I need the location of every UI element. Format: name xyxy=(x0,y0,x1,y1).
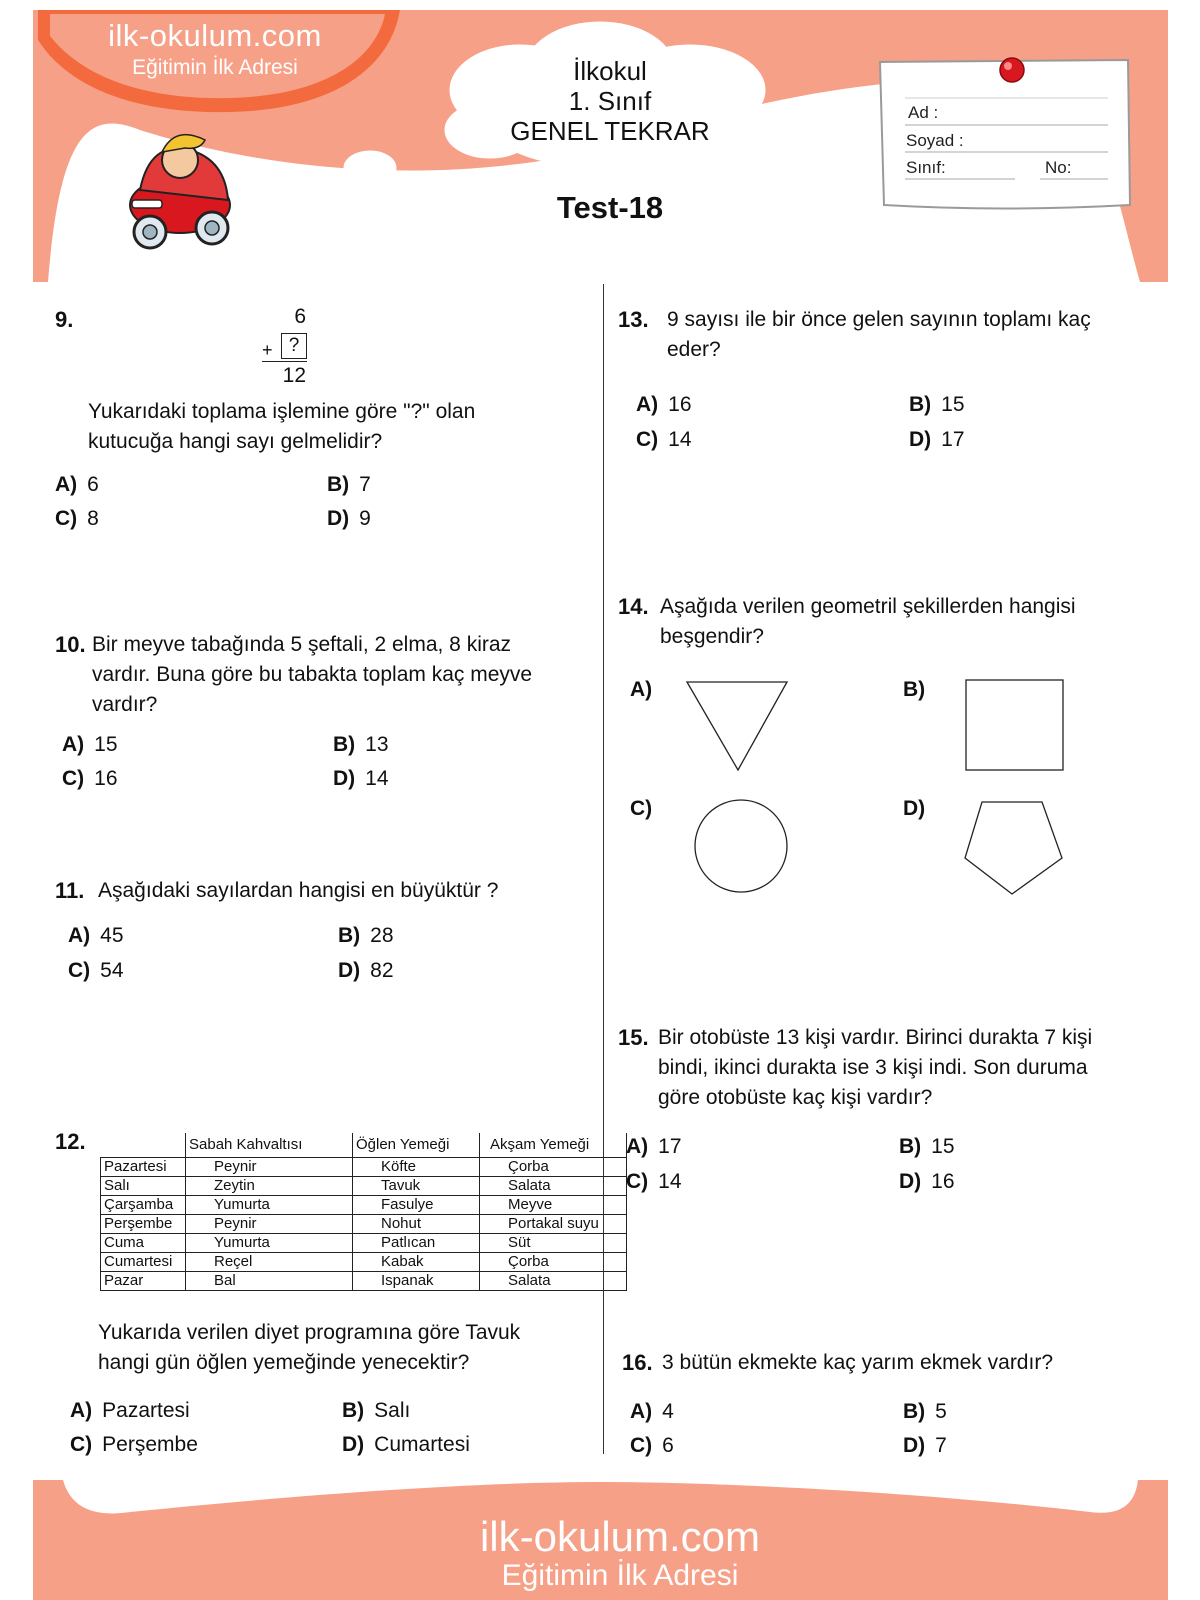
q13-option-d[interactable]: D) 17 xyxy=(909,428,965,451)
test-topic: GENEL TEKRAR xyxy=(510,116,710,146)
q14-option-a[interactable]: A) xyxy=(630,678,653,701)
q11-number: 11. xyxy=(55,878,85,903)
table-row xyxy=(101,1177,627,1196)
q13-option-b[interactable]: B) 15 xyxy=(909,393,965,416)
circle-shape[interactable] xyxy=(695,800,787,892)
q9-sum-line xyxy=(262,361,307,362)
q13-number: 13. xyxy=(618,307,649,332)
q10-option-a[interactable]: A) 15 xyxy=(62,733,118,756)
table-cell: Yumurta xyxy=(186,1196,353,1215)
class-label: Sınıf: xyxy=(906,158,946,177)
q12-option-a[interactable]: A) Pazartesi xyxy=(70,1399,190,1422)
pushpin-icon xyxy=(1000,58,1024,82)
q12-option-d[interactable]: D) Cumartesi xyxy=(342,1433,470,1456)
table-cell: Salata xyxy=(480,1272,627,1291)
table-cell: Süt xyxy=(480,1234,627,1253)
q15-option-a[interactable]: A) 17 xyxy=(626,1135,682,1158)
q9-sum: 12 xyxy=(282,364,306,387)
table-cell: Tavuk xyxy=(353,1177,480,1196)
table-cell: Cuma xyxy=(101,1234,186,1253)
q9-option-c[interactable]: C) 8 xyxy=(55,507,99,530)
q15-option-c[interactable]: C) 14 xyxy=(626,1170,682,1193)
footer-site-name: ilk-okulum.com xyxy=(479,1513,761,1560)
surname-label: Soyad : xyxy=(906,131,964,150)
table-row xyxy=(101,1272,627,1291)
table-cell: Nohut xyxy=(353,1215,480,1234)
table-cell: Portakal suyu xyxy=(480,1215,627,1234)
table-cell: Kabak xyxy=(353,1253,480,1272)
table-cell: Köfte xyxy=(353,1158,480,1177)
table-cell: Peynir xyxy=(186,1215,353,1234)
q15-number: 15. xyxy=(618,1025,649,1050)
table-cell: Perşembe xyxy=(101,1215,186,1234)
q11-option-c[interactable]: C) 54 xyxy=(68,959,124,982)
q14-shapes xyxy=(600,660,1080,910)
q9-plus-sign: + xyxy=(262,340,273,360)
number-label: No: xyxy=(1045,158,1072,177)
q13-option-c[interactable]: C) 14 xyxy=(636,428,692,451)
table-cell: Patlıcan xyxy=(353,1234,480,1253)
name-label: Ad : xyxy=(908,103,939,122)
q12-option-c[interactable]: C) Perşembe xyxy=(70,1433,198,1456)
pentagon-shape[interactable] xyxy=(965,802,1062,894)
q9-option-a[interactable]: A) 6 xyxy=(55,473,99,496)
q11-option-a[interactable]: A) 45 xyxy=(68,924,124,947)
table-row xyxy=(101,1253,627,1272)
q16-option-a[interactable]: A) 4 xyxy=(630,1400,674,1423)
q10-option-c[interactable]: C) 16 xyxy=(62,767,118,790)
table-cell: Bal xyxy=(186,1272,353,1291)
q14-number: 14. xyxy=(618,594,649,619)
table-cell: Reçel xyxy=(186,1253,353,1272)
table-header-row xyxy=(101,1133,627,1158)
table-cell: Çorba xyxy=(480,1253,627,1272)
table-cell: Çorba xyxy=(480,1158,627,1177)
q15-option-b[interactable]: B) 15 xyxy=(899,1135,955,1158)
q12-option-b[interactable]: B) Salı xyxy=(342,1399,411,1422)
q16-option-c[interactable]: C) 6 xyxy=(630,1434,674,1457)
table-cell: Peynir xyxy=(186,1158,353,1177)
q9-option-b[interactable]: B) 7 xyxy=(327,473,371,496)
footer-brand xyxy=(450,1513,790,1593)
grade-level: 1. Sınıf xyxy=(568,86,652,116)
q10-option-b[interactable]: B) 13 xyxy=(333,733,389,756)
table-header-cell: Öğlen Yemeği xyxy=(353,1133,480,1158)
table-header-cell: Akşam Yemeği xyxy=(480,1133,627,1158)
cloud-title xyxy=(480,56,740,146)
q9-number: 9. xyxy=(55,307,74,332)
table-cell: Cumartesi xyxy=(101,1253,186,1272)
q15-option-d[interactable]: D) 16 xyxy=(899,1170,955,1193)
q14-option-b[interactable]: B) xyxy=(903,678,926,701)
cartoon-car-icon xyxy=(130,135,230,248)
table-header-cell: Sabah Kahvaltısı xyxy=(186,1133,353,1158)
table-row xyxy=(101,1215,627,1234)
table-cell: Salı xyxy=(101,1177,186,1196)
q10-option-d[interactable]: D) 14 xyxy=(333,767,389,790)
q14-text: Aşağıda verilen geometril şekillerden hangisi beşgendir? xyxy=(660,595,1076,648)
header-slogan: Eğitimin İlk Adresi xyxy=(132,56,298,79)
q9-unknown-box: ? xyxy=(281,333,307,359)
q9-addend: 6 xyxy=(294,305,306,328)
q12-number: 12. xyxy=(55,1129,86,1154)
q16-option-b[interactable]: B) 5 xyxy=(903,1400,947,1423)
table-cell: Meyve xyxy=(480,1196,627,1215)
table-row xyxy=(101,1158,627,1177)
table-cell: Salata xyxy=(480,1177,627,1196)
q11-option-b[interactable]: B) 28 xyxy=(338,924,394,947)
q13-option-a[interactable]: A) 16 xyxy=(636,393,692,416)
table-cell: Yumurta xyxy=(186,1234,353,1253)
header-brand xyxy=(95,18,335,80)
q11-text: Aşağıdaki sayılardan hangisi en büyüktür ? xyxy=(98,879,499,902)
diet-table xyxy=(100,1133,627,1291)
header-site-name: ilk-okulum.com xyxy=(108,18,322,53)
q9-option-d[interactable]: D) 9 xyxy=(327,507,371,530)
q10-text: Bir meyve tabağında 5 şeftali, 2 elma, 8 kiraz vardır. Buna göre bu tabakta toplam kaç meyve vardır? xyxy=(92,633,533,716)
table-cell: Ispanak xyxy=(353,1272,480,1291)
q16-text: 3 bütün ekmekte kaç yarım ekmek vardır? xyxy=(662,1351,1053,1374)
q10-number: 10. xyxy=(55,632,86,657)
q9-text: Yukarıdaki toplama işlemine göre "?" olan kutucuğa hangi sayı gelmelidir? xyxy=(88,400,476,453)
table-row xyxy=(101,1234,627,1253)
table-cell: Pazar xyxy=(101,1272,186,1291)
table-cell: Pazartesi xyxy=(101,1158,186,1177)
q15-text: Bir otobüste 13 kişi vardır. Birinci durakta 7 kişi bindi, ikinci durakta ise 3 kişi indi. Son duruma göre otobüste kaç kişi vardır? xyxy=(658,1026,1093,1109)
q16-option-d[interactable]: D) 7 xyxy=(903,1434,947,1457)
footer-slogan: Eğitimin İlk Adresi xyxy=(501,1559,739,1592)
q16-number: 16. xyxy=(622,1350,653,1375)
q13-text: 9 sayısı ile bir önce gelen sayının toplamı kaç eder? xyxy=(667,308,1091,361)
square-shape[interactable] xyxy=(966,680,1063,770)
q14-option-d[interactable]: D) xyxy=(903,797,926,820)
school-level: İlkokul xyxy=(573,56,647,86)
table-cell: Zeytin xyxy=(186,1177,353,1196)
triangle-shape[interactable] xyxy=(687,682,787,770)
test-title: Test-18 xyxy=(556,190,664,225)
q11-option-d[interactable]: D) 82 xyxy=(338,959,394,982)
q12-text: Yukarıda verilen diyet programına göre Tavuk hangi gün öğlen yemeğinde yenecektir? xyxy=(98,1321,521,1374)
table-cell: Çarşamba xyxy=(101,1196,186,1215)
table-row xyxy=(101,1196,627,1215)
q14-option-c[interactable]: C) xyxy=(630,797,653,820)
table-cell: Fasulye xyxy=(353,1196,480,1215)
